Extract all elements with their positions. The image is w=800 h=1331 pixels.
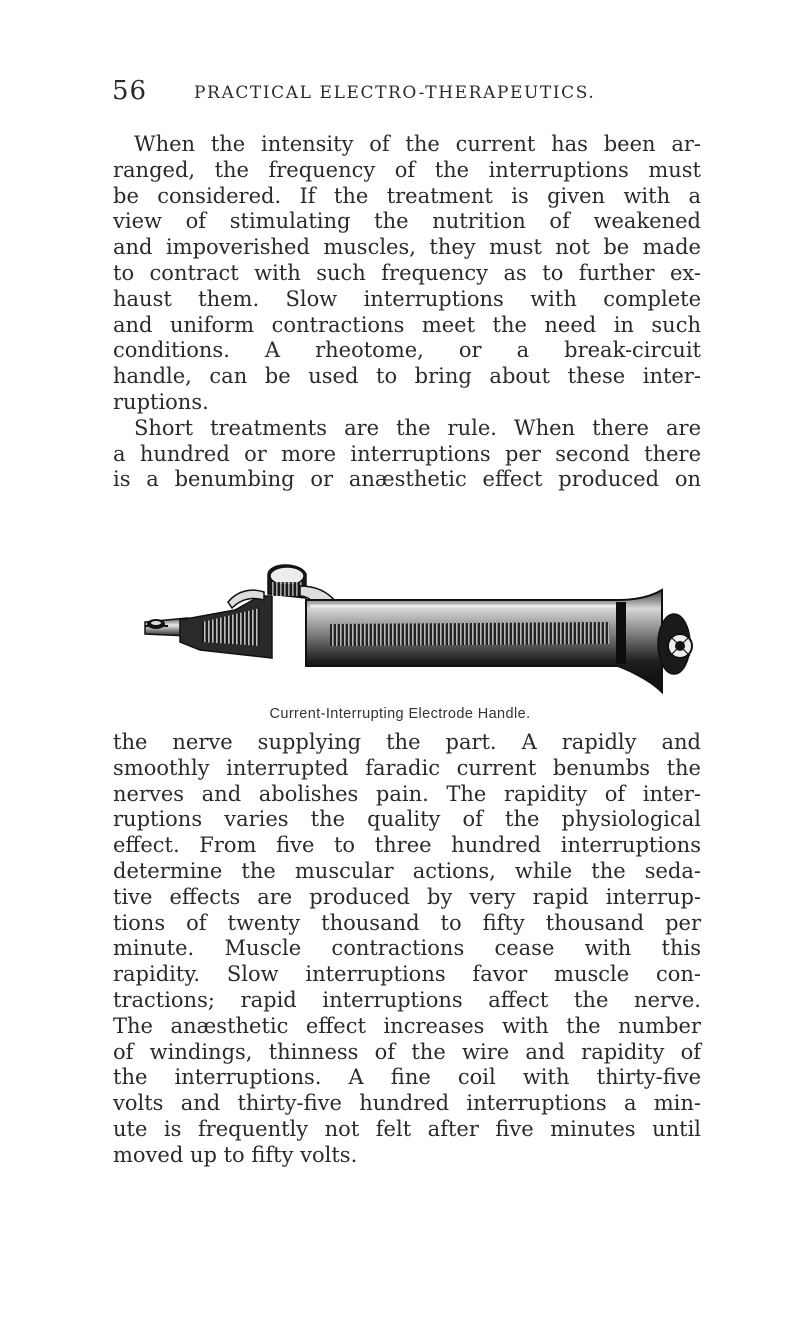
text-line: ruptions. <box>113 389 209 414</box>
text-line: effect. From five to three hundred interruptions <box>113 833 701 858</box>
text-line: Short treatments are the rule. When there are <box>134 415 701 440</box>
text-line: When the intensity of the current has been ar- <box>134 132 701 156</box>
text-line: haust them. Slow interruptions with complete <box>113 286 701 311</box>
figure-caption: Current-Interrupting Electrode Handle. <box>269 706 531 722</box>
text-line: volts and thirty-five hundred interruptions a min- <box>113 1091 701 1116</box>
binding-post-icon <box>658 614 692 674</box>
text-line: minute. Muscle contractions cease with this <box>113 936 701 961</box>
text-line: and uniform contractions meet the need in such <box>113 312 701 337</box>
text-line: smoothly interrupted faradic current benumbs the <box>113 755 701 780</box>
electrode-handle-illustration <box>140 562 698 702</box>
text-line: determine the muscular actions, while the seda- <box>113 858 701 883</box>
text-line: ranged, the frequency of the interruptions must <box>113 157 701 182</box>
text-line: handle, can be used to bring about these inter- <box>113 364 701 389</box>
text-line: and impoverished muscles, they must not be made <box>113 235 701 260</box>
text-line: be considered. If the treatment is given with a <box>113 183 701 208</box>
text-line: moved up to fifty volts. <box>113 1142 358 1167</box>
text-line: view of stimulating the nutrition of weakened <box>113 209 701 234</box>
text-line: the interruptions. A fine coil with thirty-five <box>113 1065 701 1090</box>
page-header <box>112 76 672 110</box>
running-head: PRACTICAL ELECTRO-THERAPEUTICS. <box>194 83 596 103</box>
text-line: conditions. A rheotome, or a break-circuit <box>113 338 701 363</box>
text-line: tive effects are produced by very rapid interrup- <box>113 884 701 909</box>
text-line: nerves and abolishes pain. The rapidity of inter- <box>113 781 701 806</box>
text-line: to contract with such frequency as to further ex- <box>113 260 701 285</box>
collar-icon <box>180 590 272 658</box>
text-line: a hundred or more interruptions per second there <box>113 441 701 466</box>
handle-body-icon <box>306 590 662 692</box>
text-line: of windings, thinness of the wire and rapidity of <box>113 1039 701 1064</box>
text-line: ute is frequently not felt after five minutes until <box>113 1116 701 1141</box>
text-line: tions of twenty thousand to fifty thousand per <box>113 910 701 935</box>
text-line: rapidity. Slow interruptions favor muscle con- <box>113 962 701 987</box>
text-line: tractions; rapid interruptions affect the nerve. <box>113 987 701 1012</box>
paragraph <box>113 730 701 1169</box>
text-line: The anæsthetic effect increases with the number <box>113 1013 701 1038</box>
text-line: is a benumbing or anæsthetic effect produced on <box>113 467 701 492</box>
text-line: the nerve supplying the part. A rapidly and <box>113 730 701 754</box>
page-number: 56 <box>112 76 148 106</box>
paragraph <box>113 132 701 493</box>
text-line: ruptions varies the quality of the physiological <box>113 807 701 832</box>
